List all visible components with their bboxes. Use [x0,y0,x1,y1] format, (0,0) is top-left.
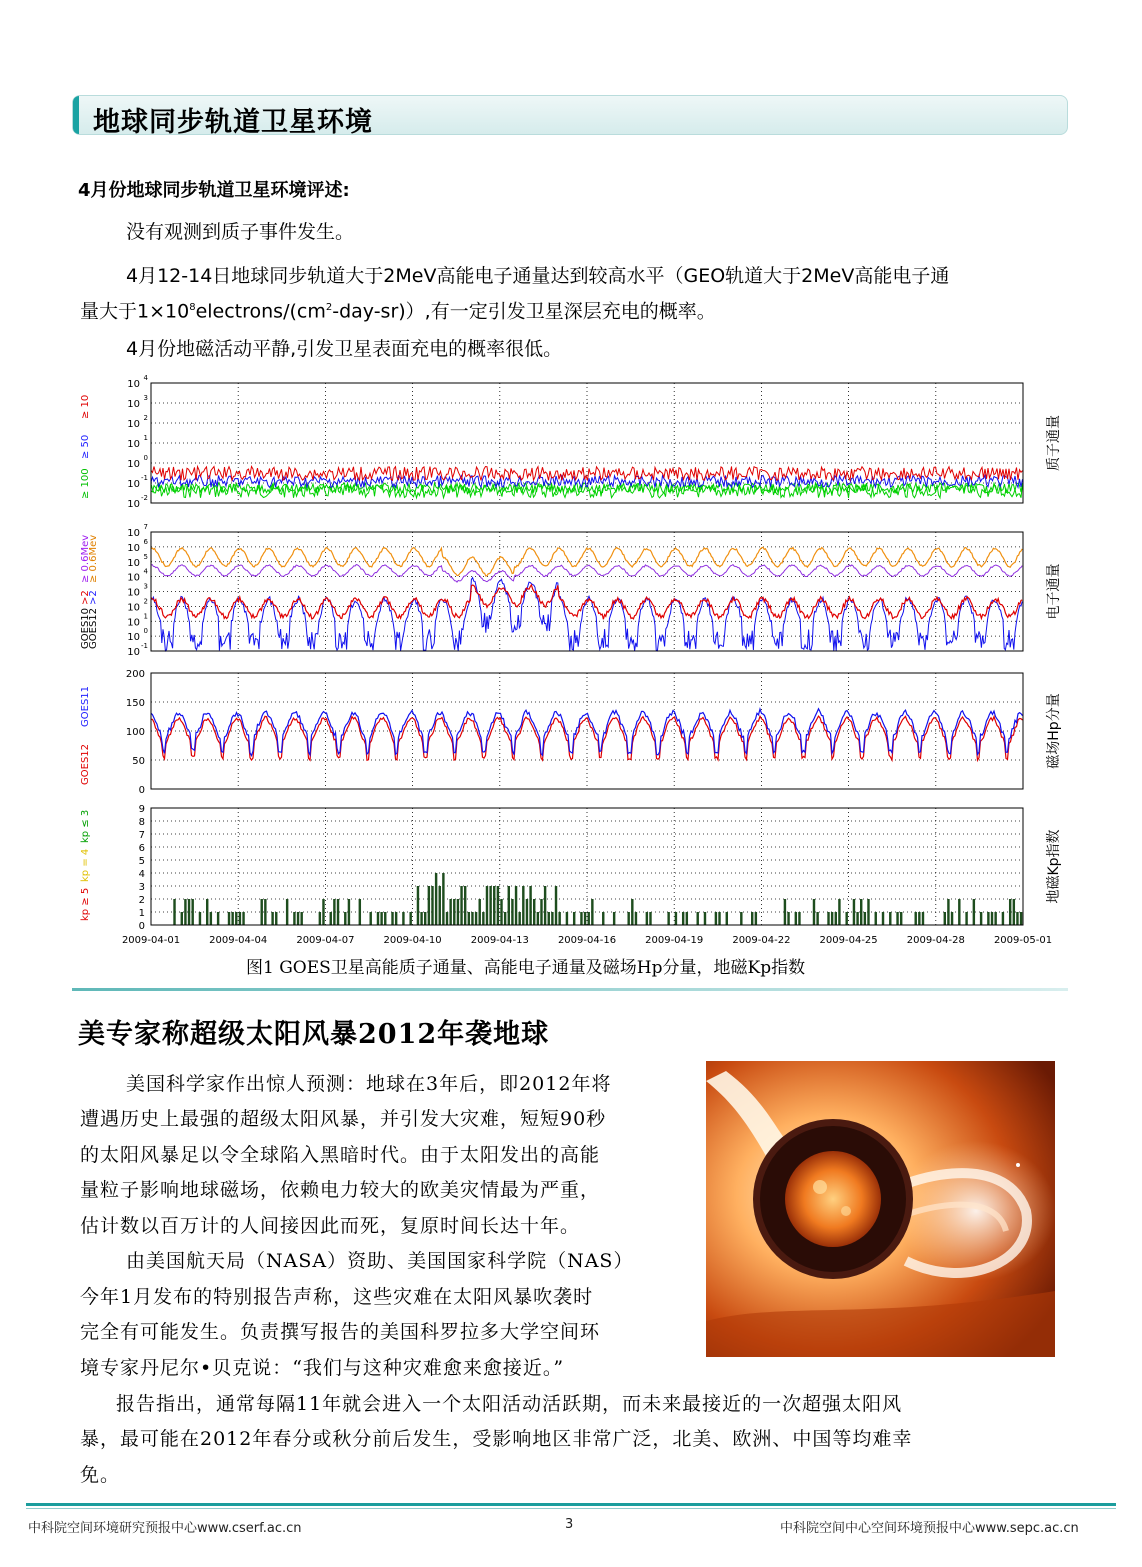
kp-bar [468,912,470,925]
panel-right-label: 磁场Hp分量 [1046,693,1062,769]
kp-bar [889,912,891,925]
news-line: 暴，最可能在2012年春分或秋分前后发生，受影响地区非常广泛，北美、欧洲、中国等均难幸 [80,1428,913,1450]
x-tick-label: 2009-04-16 [557,935,617,946]
news-title: 美专家称超级太阳风暴2012年袭地球 [78,1019,550,1050]
kp-bar [827,912,829,925]
kp-bar [613,912,615,925]
kp-bar [199,912,201,925]
kp-bar [442,873,444,925]
y-tick-exponent: 7 [143,523,148,531]
y-tick-label: 10 [127,542,140,554]
y-tick-label: 10 [127,557,140,569]
kp-bar [500,899,502,925]
kp-bar [831,912,833,925]
y-tick-label: 10 [127,479,140,490]
section-title: 地球同步轨道卫星环境 [93,107,373,138]
kp-bar [973,899,975,925]
kp-bar [798,912,800,925]
kp-bar [551,912,553,925]
x-tick-label: 2009-04-07 [296,935,355,946]
kp-bar [755,912,757,925]
news-line: 今年1月发布的特别报告声称，这些灾难在太阳风暴吹袭时 [80,1286,594,1308]
x-tick-label: 2009-04-28 [906,935,965,946]
kp-bar [667,912,669,925]
kp-bar [784,899,786,925]
kp-bar [533,899,535,925]
x-tick-label: 2009-04-10 [383,935,442,946]
kp-bar [471,912,473,925]
y-tick-label: 150 [125,698,145,709]
kp-bar [540,899,542,925]
y-tick-label: 10 [127,632,140,644]
y-tick-label: 100 [125,727,145,738]
y-tick-exponent: 0 [143,627,148,636]
kp-bar [845,912,847,925]
y-tick-label: 10 [127,399,140,410]
kp-bar [261,899,263,925]
page-number: 3 [565,1517,574,1532]
y-tick-label: 3 [138,882,145,893]
kp-bar [322,899,324,925]
kp-bar [460,886,462,925]
kp-bar [391,912,393,925]
news-line: 由美国航天局（NASA）资助、美国国家科学院（NAS） [126,1250,634,1272]
panel-right-label: 电子通量 [1046,563,1062,620]
news-line: 境专家丹尼尔•贝克说：“我们与这种灾难愈来愈接近。” [80,1357,565,1379]
y-tick-label: 200 [125,669,145,680]
kp-bar [504,912,506,925]
kp-bar [457,899,459,925]
kp-bar [1009,899,1011,925]
kp-bar [1013,899,1015,925]
legend-label: GOES12 [80,743,91,785]
section-header-accent [73,96,79,134]
kp-bar [231,912,233,925]
kp-bar [548,912,550,925]
y-tick-label: 10 [127,439,140,450]
y-tick-exponent: 5 [143,552,148,561]
news-line: 量粒子影响地球磁场，依赖电力较大的欧美灾情最为严重， [80,1179,601,1201]
footer-rule-thin [26,1508,1116,1509]
news-line: 免。 [80,1464,121,1486]
y-tick-exponent: -1 [141,642,148,650]
footer-rule [26,1503,1116,1506]
y-tick-label: 9 [138,804,145,815]
kp-bar [627,912,629,925]
kp-bar [395,912,397,925]
kp-bar [816,912,818,925]
panel-frame [151,808,1023,925]
kp-bar [300,912,302,925]
legend-label: ≥ 100 [80,468,91,499]
kp-bar [994,912,996,925]
kp-bar [813,899,815,925]
kp-bar [951,912,953,925]
y-tick-exponent: 1 [143,612,148,621]
kp-bar [726,912,728,925]
kp-bar [980,912,982,925]
kp-bar [795,912,797,925]
news-line: 报告指出，通常每隔11年就会进入一个太阳活动活跃期，而未来最接近的一次超强太阳风 [116,1393,903,1415]
kp-bar [566,912,568,925]
kp-bar [835,912,837,925]
news-line: 的太阳风暴足以令全球陷入黑暗时代。由于太阳发出的高能 [80,1144,601,1166]
kp-bar [275,912,277,925]
kp-bar [751,912,753,925]
kp-bar [515,886,517,925]
kp-bar [239,912,241,925]
kp-bar [944,912,946,925]
y-tick-exponent: 3 [143,582,148,591]
kp-bar [479,899,481,925]
legend-label: kp ≤ 3 [80,809,91,843]
kp-bar [900,912,902,925]
kp-bar [330,912,332,925]
kp-bar [188,899,190,925]
kp-bar [173,899,175,925]
y-tick-exponent: 2 [143,597,148,606]
kp-bar [922,912,924,925]
review-paragraph-2-line-2: 量大于$1\times 10^8electrons/(cm^2-day-sr)$）,有一定引发卫星深层充电的概率。 [80,300,716,323]
review-paragraph-1: 没有观测到质子事件发生。 [126,221,355,243]
kp-bar [206,899,208,925]
kp-bar [991,912,993,925]
y-tick-label: 7 [138,830,145,841]
solar-corona-image [706,1061,1055,1357]
y-tick-label: 5 [138,856,145,867]
footer-right-text: 中科院空间中心空间环境预报中心www.sepc.ac.cn [780,1521,1079,1536]
kp-bar [464,886,466,925]
y-tick-label: 6 [138,843,145,854]
kp-bar [402,912,404,925]
kp-bar [384,912,386,925]
legend-label: GOES12 [88,607,99,649]
panel-right-label: 地磁Kp指数 [1046,829,1062,904]
legend-label: >2 [88,590,99,605]
kp-bar [409,912,411,925]
kp-bar [682,912,684,925]
kp-bar [446,912,448,925]
y-tick-label: 10 [127,617,140,629]
figure-caption: 图1 GOES卫星高能质子通量、高能电子通量及磁场Hp分量，地磁Kp指数 [246,958,806,978]
kp-bar [475,912,477,925]
y-tick-exponent: 6 [143,537,148,546]
kp-bar [853,899,855,925]
y-tick-label: 10 [127,379,140,390]
kp-bar [486,886,488,925]
kp-bar [380,912,382,925]
kp-bar [947,899,949,925]
legend-label: kp ≥ 5 [80,887,91,921]
kp-bar [297,912,299,925]
news-line: 完全有可能发生。负责撰写报告的美国科罗拉多大学空间环 [80,1321,601,1343]
y-tick-label: 10 [127,499,140,510]
kp-bar [264,899,266,925]
y-tick-label: 0 [138,921,145,932]
kp-bar [584,912,586,925]
x-tick-label: 2009-04-25 [819,935,878,946]
kp-bar [333,899,335,925]
kp-bar [424,912,426,925]
y-tick-label: 50 [132,756,145,767]
x-tick-label: 2009-04-19 [645,935,704,946]
kp-bar [675,912,677,925]
kp-bar [635,912,637,925]
kp-bar [544,886,546,925]
section-header-bar [72,95,1068,138]
legend-label: ≥ 0.6Mev [88,534,99,583]
kp-bar [435,873,437,925]
kp-bar [915,912,917,925]
kp-bar [522,886,524,925]
legend-label: ≥ 10 [80,394,91,419]
kp-bar [1020,912,1022,925]
y-tick-label: 10 [127,572,140,584]
kp-bar [987,912,989,925]
news-line: 遭遇历史上最强的超级太阳风暴，并引发大灾难，短短90秒 [80,1108,607,1130]
y-tick-label: 2 [138,895,145,906]
y-tick-label: 10 [127,602,140,614]
legend-label: ≥ 50 [80,434,91,459]
kp-bar [497,886,499,925]
y-tick-exponent: 0 [143,454,148,462]
review-paragraph-3: 4月份地磁活动平静,引发卫星表面充电的概率很低。 [126,338,563,360]
x-tick-label: 2009-04-13 [470,935,529,946]
news-line: 估计数以百万计的人间接因此而死，复原时间长达十年。 [80,1215,581,1237]
kp-bar [875,912,877,925]
kp-bar [591,899,593,925]
kp-bar [508,886,510,925]
y-tick-label: 10 [127,419,140,430]
kp-bar [896,912,898,925]
kp-bar [573,912,575,925]
kp-bar [359,899,361,925]
kp-bar [697,912,699,925]
kp-bar [602,912,604,925]
kp-bar [271,912,273,925]
review-heading: 4月份地球同步轨道卫星环境评述: [78,180,350,201]
y-tick-exponent: -2 [141,494,148,502]
kp-bar [482,912,484,925]
kp-bar [529,886,531,925]
kp-bar [493,886,495,925]
kp-bar [228,912,230,925]
x-tick-label: 2009-04-04 [209,935,268,946]
kp-bar [1002,912,1004,925]
kp-bar [420,912,422,925]
kp-bar [715,912,717,925]
x-tick-label: 2009-04-01 [121,935,181,946]
kp-bar [965,912,967,925]
kp-bar [431,886,433,925]
y-tick-exponent: 4 [143,374,148,382]
kp-bar [718,912,720,925]
kp-bar [631,899,633,925]
kp-bar [348,899,350,925]
kp-bar [860,899,862,925]
panel-right-label: 质子通量 [1046,415,1062,471]
kp-bar [217,912,219,925]
kp-bar [235,912,237,925]
kp-bar [453,899,455,925]
kp-bar [191,899,193,925]
goes-figure [0,365,1142,955]
kp-bar [646,912,648,925]
footer-left-text: 中科院空间环境研究预报中心www.cserf.ac.cn [28,1521,302,1536]
kp-bar [649,912,651,925]
kp-bar [1016,912,1018,925]
kp-bar [704,912,706,925]
legend-label: ≥ 0.6Mev [80,534,91,583]
kp-bar [439,886,441,925]
kp-bar [489,886,491,925]
kp-bar [377,912,379,925]
review-paragraph-2-line-1: 4月12-14日地球同步轨道大于2MeV高能电子通量达到较高水平（GEO轨道大于2MeV高能电子通 [126,265,950,287]
y-tick-label: 8 [138,817,145,828]
kp-bar [242,912,244,925]
y-tick-label: 10 [127,528,140,539]
x-tick-label: 2009-04-22 [732,935,791,946]
kp-bar [337,899,339,925]
y-tick-label: 0 [138,785,145,796]
y-tick-label: 10 [127,587,140,599]
legend-label: GOES11 [80,685,91,727]
x-tick-label: 2009-05-01 [993,935,1053,946]
kp-bar [740,912,742,925]
kp-bar [210,912,212,925]
kp-bar [958,899,960,925]
section-divider [72,988,1068,991]
kp-bar [918,912,920,925]
kp-bar [867,899,869,925]
kp-bar [864,912,866,925]
legend-label: kp = 4 [80,848,91,882]
y-tick-label: 1 [138,908,145,919]
kp-bar [286,899,288,925]
kp-bar [526,899,528,925]
kp-bar [184,899,186,925]
kp-bar [686,912,688,925]
y-tick-exponent: 3 [143,394,148,402]
y-tick-label: 4 [138,869,145,880]
legend-label: GOES10 [80,607,91,649]
y-tick-exponent: 1 [143,434,148,442]
kp-bar [370,912,372,925]
kp-bar [580,912,582,925]
kp-bar [293,912,295,925]
kp-bar [449,899,451,925]
kp-bar [558,912,560,925]
hp-series-goes11 [151,709,1023,756]
kp-bar [511,899,513,925]
kp-bar [518,912,520,925]
kp-bar [787,912,789,925]
legend-label: >2 [80,590,91,605]
y-tick-exponent: 4 [143,567,148,576]
news-line: 美国科学家作出惊人预测：地球在3年后，即2012年将 [126,1073,612,1095]
kp-bar [537,912,539,925]
kp-bar [588,912,590,925]
proton-series-10 [151,466,1023,480]
kp-bar [555,886,557,925]
y-tick-label: 10 [127,647,140,658]
kp-bar [344,912,346,925]
y-tick-exponent: 2 [143,414,148,422]
y-tick-label: 10 [127,459,140,470]
kp-bar [882,912,884,925]
kp-bar [838,899,840,925]
y-tick-exponent: -1 [141,474,148,482]
kp-bar [181,912,183,925]
kp-bar [428,886,430,925]
kp-bar [417,886,419,925]
kp-bar [319,912,321,925]
kp-bar [856,912,858,925]
